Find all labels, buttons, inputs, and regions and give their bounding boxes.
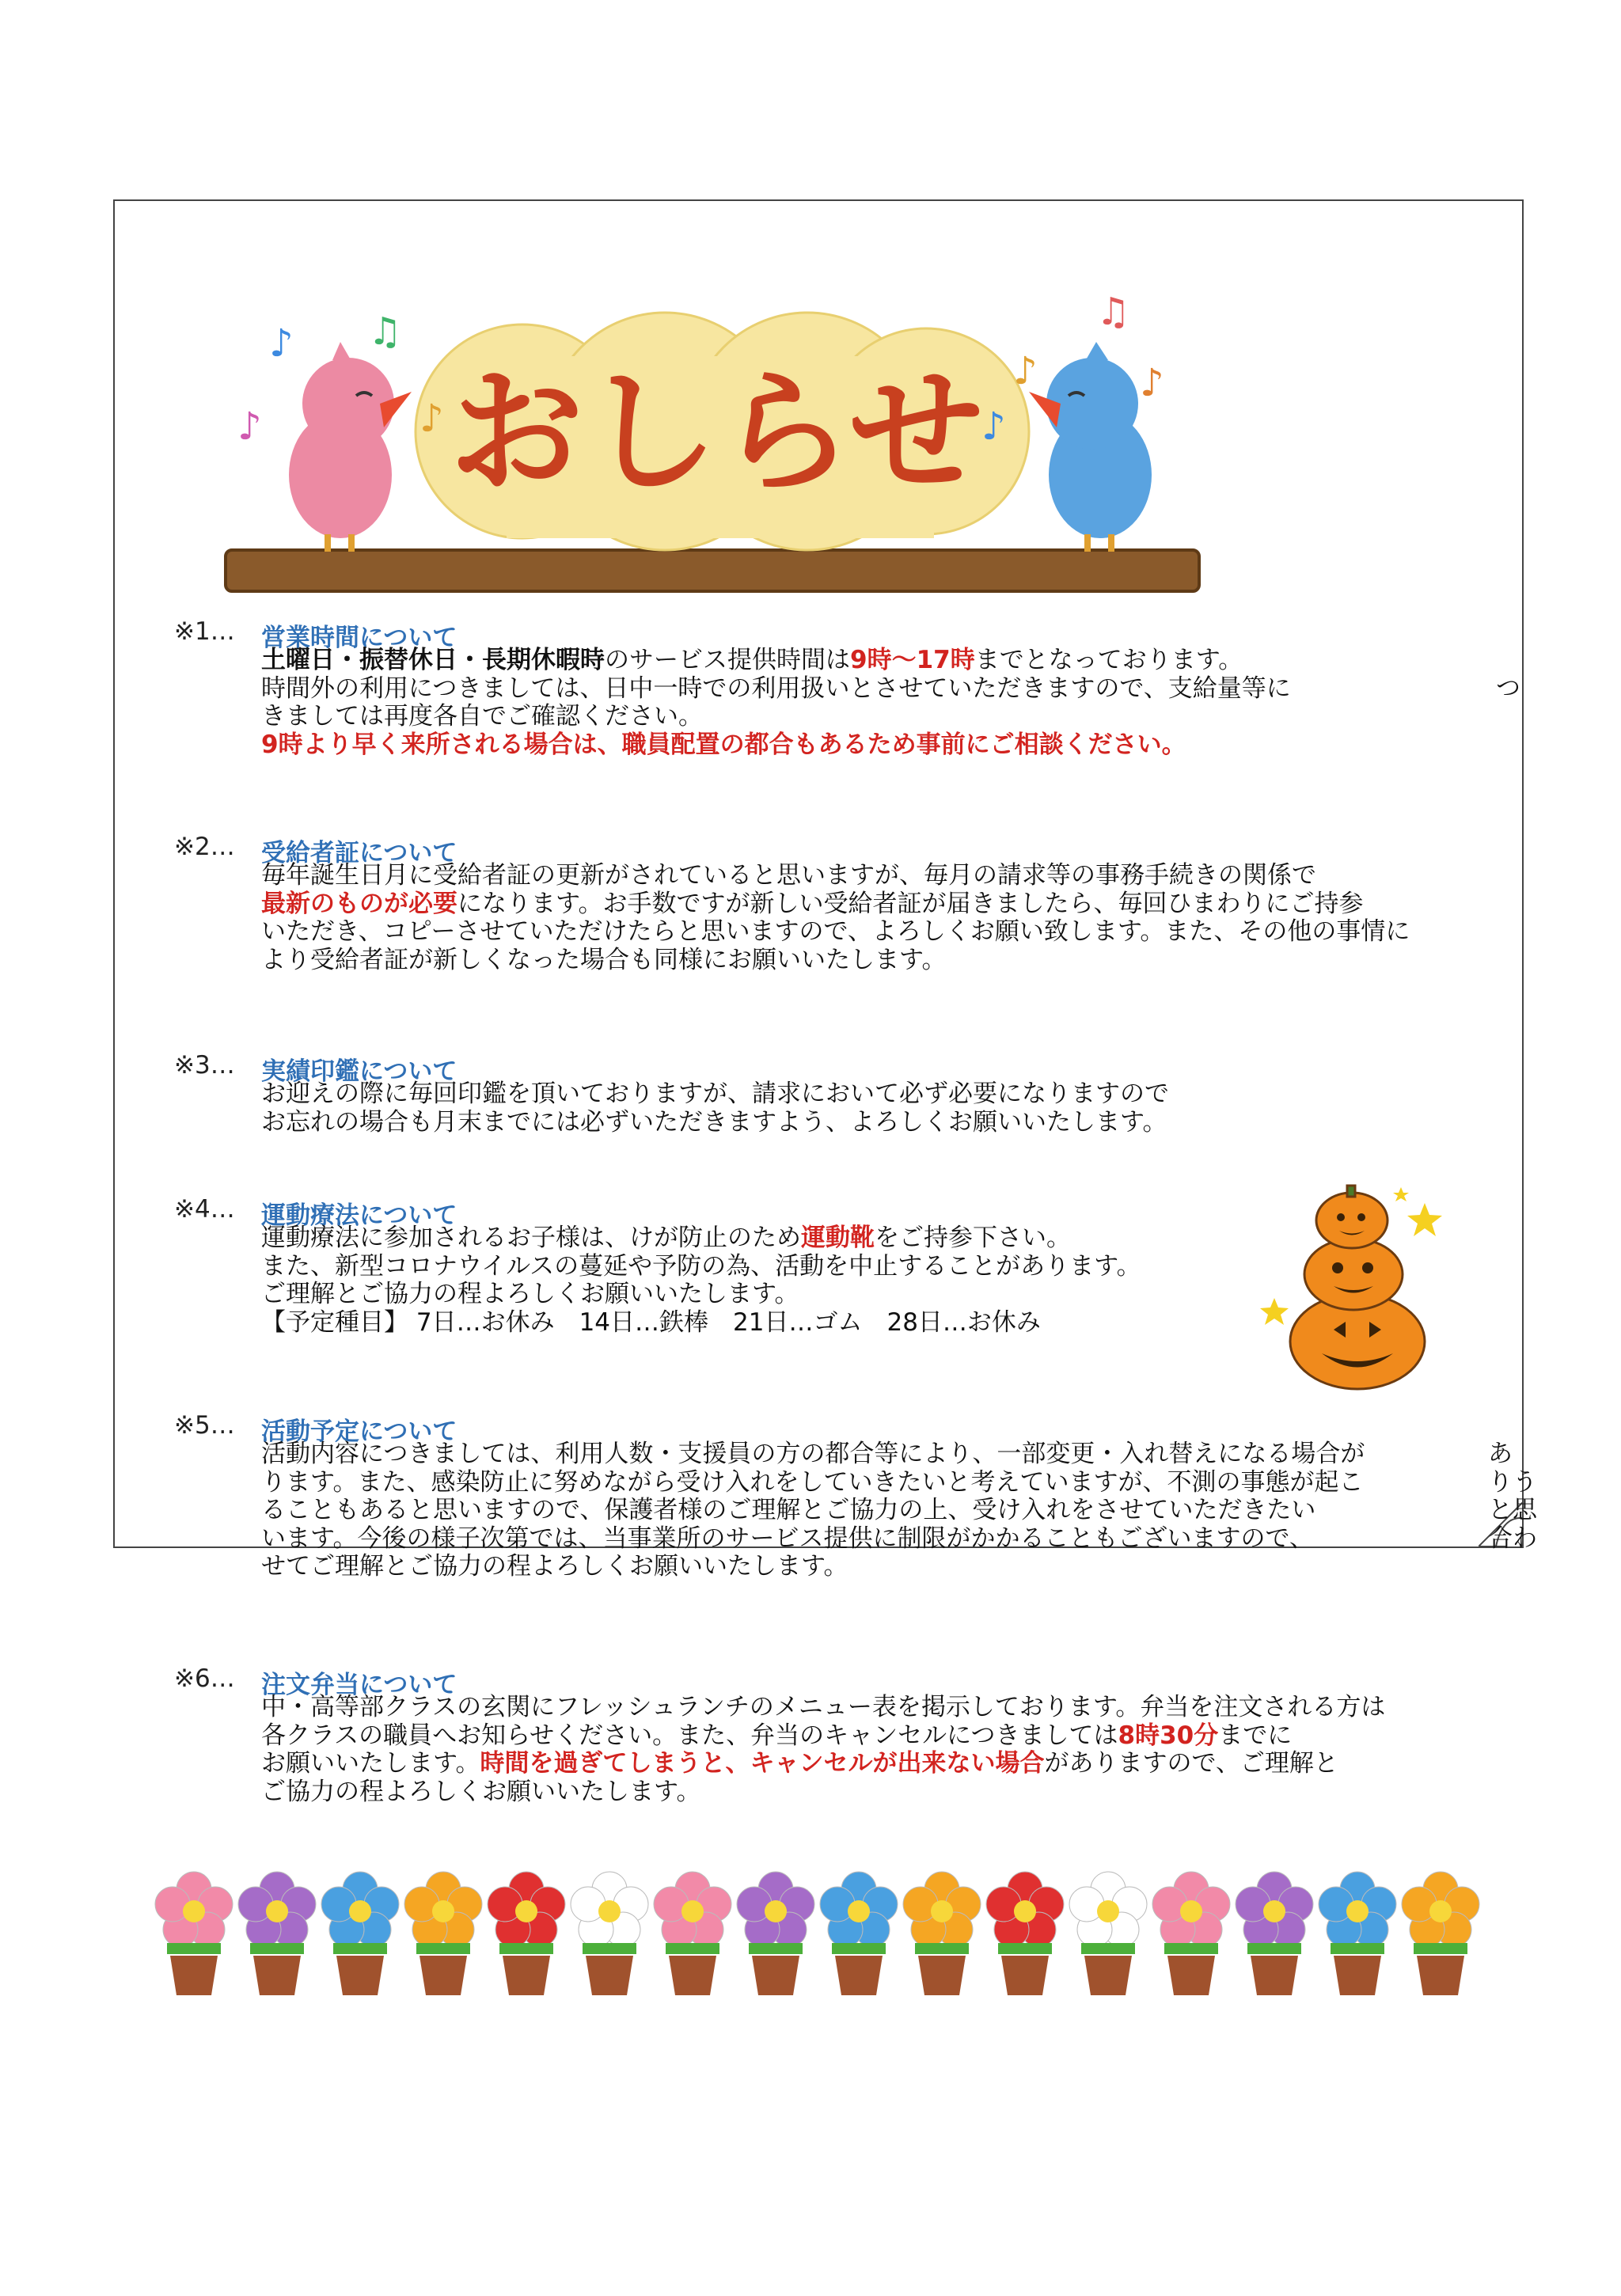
body-text: 運動療法に参加されるお子様は、けが防止のため [261, 1224, 801, 1252]
body-text: になります。お手数ですが新しい受給者証が届きましたら、毎回ひまわりにご持参 [457, 889, 1364, 918]
flower-pot-icon [571, 1872, 648, 1995]
highlight-text: 時間を過ぎてしまうと、キャンセルが出来ない場合 [480, 1749, 1045, 1778]
body-line [261, 1224, 1141, 1253]
body-line [261, 1778, 1385, 1807]
flower-pot-icon [654, 1872, 731, 1995]
body-text: 時間外の利用につきましては、日中一時での利用扱いとさせていただきますので、支給量等に [261, 674, 1291, 703]
section-body [261, 1694, 1385, 1806]
flower-pot-icon [238, 1872, 316, 1995]
flower-pot-icon [1152, 1872, 1230, 1995]
body-line [261, 1309, 1141, 1338]
body-text: また、新型コロナウイルスの蔓延や予防の為、活動を中止することがあります。 [261, 1251, 1141, 1281]
section-body [261, 1080, 1169, 1137]
body-line [261, 1253, 1141, 1281]
pink-bird-icon [289, 342, 412, 552]
flower-pot-icon [737, 1872, 814, 1995]
body-text: ご理解とご協力の程よろしくお願いいたします。 [261, 1280, 799, 1308]
line-end-fragment: 合わ [1488, 1524, 1537, 1553]
body-text: のサービス提供時間は [605, 646, 850, 674]
jack-o-lantern-icon [1290, 1186, 1425, 1389]
body-text: までに [1218, 1721, 1293, 1750]
flower-pot-icon [820, 1872, 898, 1995]
section-number: ※4… [174, 1195, 235, 1224]
body-line [261, 1722, 1385, 1751]
body-text: います。今後の様子次第では、当事業所のサービス提供に制限がかかることもございますので、 [261, 1524, 1314, 1553]
highlight-text: 9時より早く来所される場合は、職員配置の都合もあるため事前にご相談ください。 [261, 730, 1186, 759]
section-body [261, 646, 1520, 759]
body-text: 毎年誕生日月に受給者証の更新がされていると思いますが、毎月の請求等の事務手続きの関係で [261, 861, 1316, 890]
body-line [261, 1553, 1365, 1581]
body-text: 各クラスの職員へお知らせください。また、弁当のキャンセルにつきましては [261, 1721, 1118, 1750]
section-number: ※2… [174, 833, 235, 861]
body-text: 中・高等部クラスの玄関にフレッシュランチのメニュー表を掲示しております。弁当を注文される方は [261, 1693, 1386, 1721]
flower-pot-icon [155, 1872, 233, 1995]
body-text: までとなっております。 [974, 646, 1243, 674]
flower-pot-icon [488, 1872, 565, 1995]
body-line [261, 1496, 1537, 1525]
section-heading: 営業時間について [261, 624, 457, 652]
flower-pot-icon [986, 1872, 1064, 1995]
banner-title: おしらせ [449, 355, 984, 511]
wooden-shelf [226, 550, 1199, 591]
body-line [261, 731, 1291, 760]
svg-text:♪: ♪ [269, 321, 294, 366]
body-text: 活動内容につきましては、利用人数・支援員の方の都合等により、一部変更・入れ替えになる場合が [261, 1440, 1365, 1468]
body-text: をご持参下さい。 [875, 1224, 1071, 1252]
section-heading: 受給者証について [261, 839, 457, 867]
section-number: ※6… [174, 1664, 235, 1693]
body-text: ることもあると思いますので、保護者様のご理解とご協力の上、受け入れをさせていただきたい [261, 1496, 1316, 1524]
flower-pot-icon [1402, 1872, 1479, 1995]
body-text: お忘れの場合も月末までには必ずいただきますよう、よろしくお願いいたします。 [261, 1107, 1167, 1137]
section-number: ※3… [174, 1051, 235, 1080]
body-text: 【予定種目】 7日…お休み 14日…鉄棒 21日…ゴム 28日…お休み [261, 1307, 1041, 1337]
body-line [261, 703, 1291, 731]
section-heading: 活動予定について [261, 1417, 457, 1446]
body-line [261, 1440, 1513, 1469]
flower-pot-icon [404, 1872, 482, 1995]
flower-pot-icon [1236, 1872, 1313, 1995]
section-body [261, 1224, 1141, 1337]
body-line [261, 890, 1410, 919]
body-text: 土曜日・振替休日・長期休暇時 [261, 646, 605, 674]
section-body [261, 1440, 1537, 1581]
body-text: いただき、コピーさせていただけたらと思いますので、よろしくお願い致します。また、その他の事情に [261, 917, 1410, 946]
body-line [261, 862, 1410, 890]
section-heading: 注文弁当について [261, 1671, 457, 1699]
flower-pot-icon [903, 1872, 981, 1995]
blue-bird-icon [1029, 342, 1152, 552]
body-text: ります。また、感染防止に努めながら受け入れをしていきたいと考えていますが、不測の事態が起こ [261, 1467, 1364, 1497]
highlight-text: 最新のものが必要 [261, 889, 457, 918]
body-line [261, 1524, 1537, 1554]
body-line [261, 674, 1520, 704]
svg-text:♪: ♪ [237, 404, 262, 449]
section-number: ※1… [174, 617, 235, 646]
body-line [261, 947, 1410, 975]
body-line [261, 647, 1291, 675]
highlight-text: 9時～17時 [850, 646, 975, 674]
section-heading: 実績印鑑について [261, 1057, 457, 1086]
highlight-text: 8時30分 [1118, 1721, 1219, 1750]
body-line [261, 918, 1410, 947]
svg-text:♫: ♫ [1096, 290, 1131, 334]
section-number: ※5… [174, 1411, 235, 1440]
body-text: きましては再度各自でご確認ください。 [261, 702, 703, 731]
body-line [261, 1467, 1537, 1497]
svg-text:♪: ♪ [1013, 349, 1038, 393]
line-end-fragment: あ [1488, 1440, 1513, 1468]
body-text: がありますので、ご理解と [1044, 1749, 1338, 1778]
svg-text:♪: ♪ [981, 404, 1006, 449]
body-line [261, 1281, 1141, 1309]
line-end-fragment: と思 [1488, 1496, 1537, 1524]
line-end-fragment: つ [1496, 674, 1520, 703]
section-heading: 運動療法について [261, 1201, 457, 1230]
pumpkins-illustration [1258, 1171, 1456, 1393]
body-text: より受給者証が新しくなった場合も同様にお願いいたします。 [261, 945, 947, 974]
svg-text:♪: ♪ [1140, 361, 1164, 405]
line-end-fragment: りう [1488, 1467, 1537, 1497]
flower-pot-icon [1319, 1872, 1396, 1995]
svg-text:♪: ♪ [419, 397, 444, 441]
oshirase-banner [222, 269, 1409, 602]
body-line [261, 1080, 1169, 1109]
svg-text:♫: ♫ [368, 309, 403, 354]
body-line [261, 1750, 1385, 1778]
body-line [261, 1694, 1385, 1722]
flower-row [154, 1868, 1484, 2002]
section-body [261, 862, 1410, 974]
flower-pot-icon [1069, 1872, 1147, 1995]
body-text: お願いいたします。 [261, 1749, 480, 1778]
body-text: お迎えの際に毎回印鑑を頂いておりますが、請求において必ず必要になりますので [261, 1080, 1169, 1108]
body-line [261, 1109, 1169, 1137]
body-text: ご協力の程よろしくお願いいたします。 [261, 1777, 701, 1806]
highlight-text: 運動靴 [801, 1224, 875, 1252]
flower-pot-icon [321, 1872, 399, 1995]
body-text: せてご理解とご協力の程よろしくお願いいたします。 [261, 1552, 848, 1581]
